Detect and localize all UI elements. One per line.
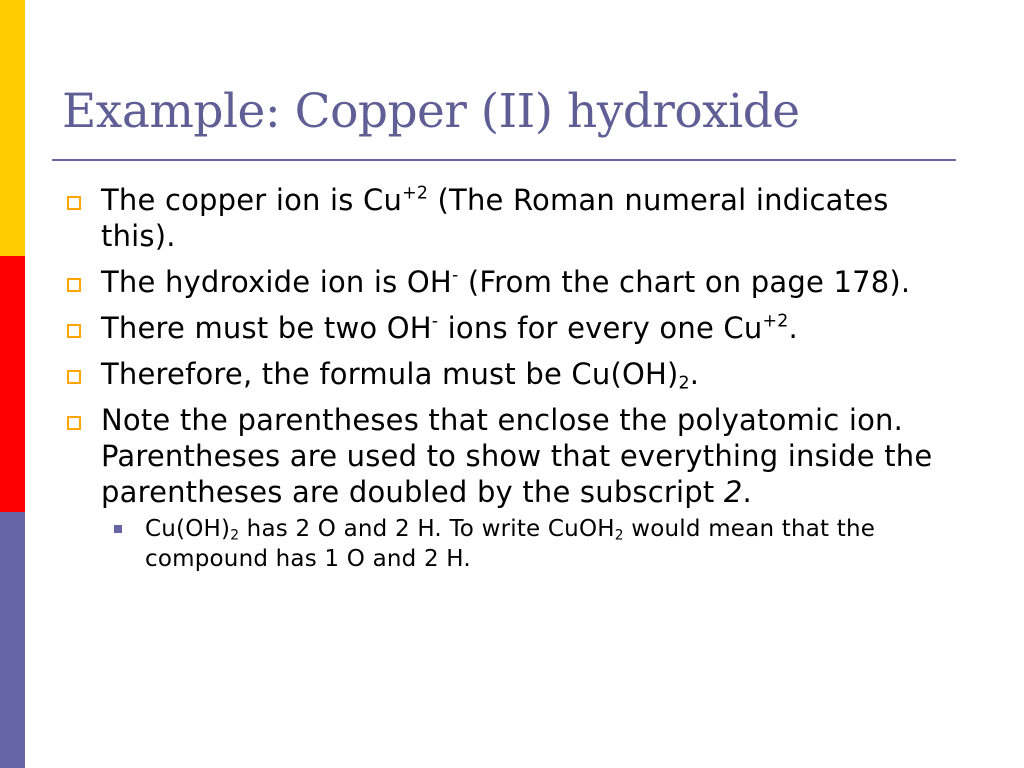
formula-subscript: 2 (230, 527, 240, 544)
bullet-parentheses-note (62, 402, 962, 510)
sub-bullet-square-icon (114, 525, 122, 533)
bullet-formula (62, 356, 962, 392)
charge-superscript: +2 (762, 311, 789, 332)
charge-superscript: +2 (402, 183, 429, 204)
bullet-text: would mean that the compound has 1 O and 2 H. (145, 516, 876, 572)
bullet-text: The hydroxide ion is OH (101, 265, 452, 299)
bullet-text: Cu(OH) (145, 516, 231, 542)
bullet-text: (From the chart on page 178). (458, 265, 911, 299)
accent-bar-yellow (0, 0, 25, 256)
italic-subscript-number: 2 (723, 475, 743, 509)
bullet-box-icon (67, 196, 81, 210)
bullet-text: Note the parentheses that enclose the polyatomic ion. Parentheses are used to show that everything inside the parentheses are doubled by the subscript (101, 403, 933, 509)
slide-title: Example: Copper (II) hydroxide (62, 84, 800, 139)
bullet-copper-ion (62, 182, 962, 254)
bullet-text: (The Roman numeral indicates this). (101, 183, 889, 253)
bullet-text: . (742, 475, 752, 509)
bullet-box-icon (67, 370, 81, 384)
bullet-text: . (788, 311, 798, 345)
slide-body (62, 182, 962, 584)
bullet-text: . (689, 357, 700, 391)
accent-bar-blue (0, 512, 25, 768)
bullet-text: has 2 O and 2 H. To write CuOH (239, 516, 615, 542)
bullet-text: Therefore, the formula must be Cu(OH) (101, 357, 679, 391)
accent-bar-red (0, 256, 25, 512)
bullet-text: ions for every one Cu (438, 311, 763, 345)
bullet-text: The copper ion is Cu (101, 183, 403, 217)
title-divider (52, 159, 956, 161)
bullet-box-icon (67, 278, 81, 292)
bullet-two-oh-ions (62, 310, 962, 346)
sub-bullet-cuoh2 (108, 514, 962, 574)
charge-superscript: - (431, 311, 439, 332)
bullet-hydroxide-ion (62, 264, 962, 300)
bullet-box-icon (67, 416, 81, 430)
bullet-text: There must be two OH (101, 311, 432, 345)
charge-superscript: - (451, 265, 459, 286)
bullet-box-icon (67, 324, 81, 338)
formula-subscript: 2 (614, 527, 624, 544)
formula-subscript: 2 (678, 373, 690, 394)
